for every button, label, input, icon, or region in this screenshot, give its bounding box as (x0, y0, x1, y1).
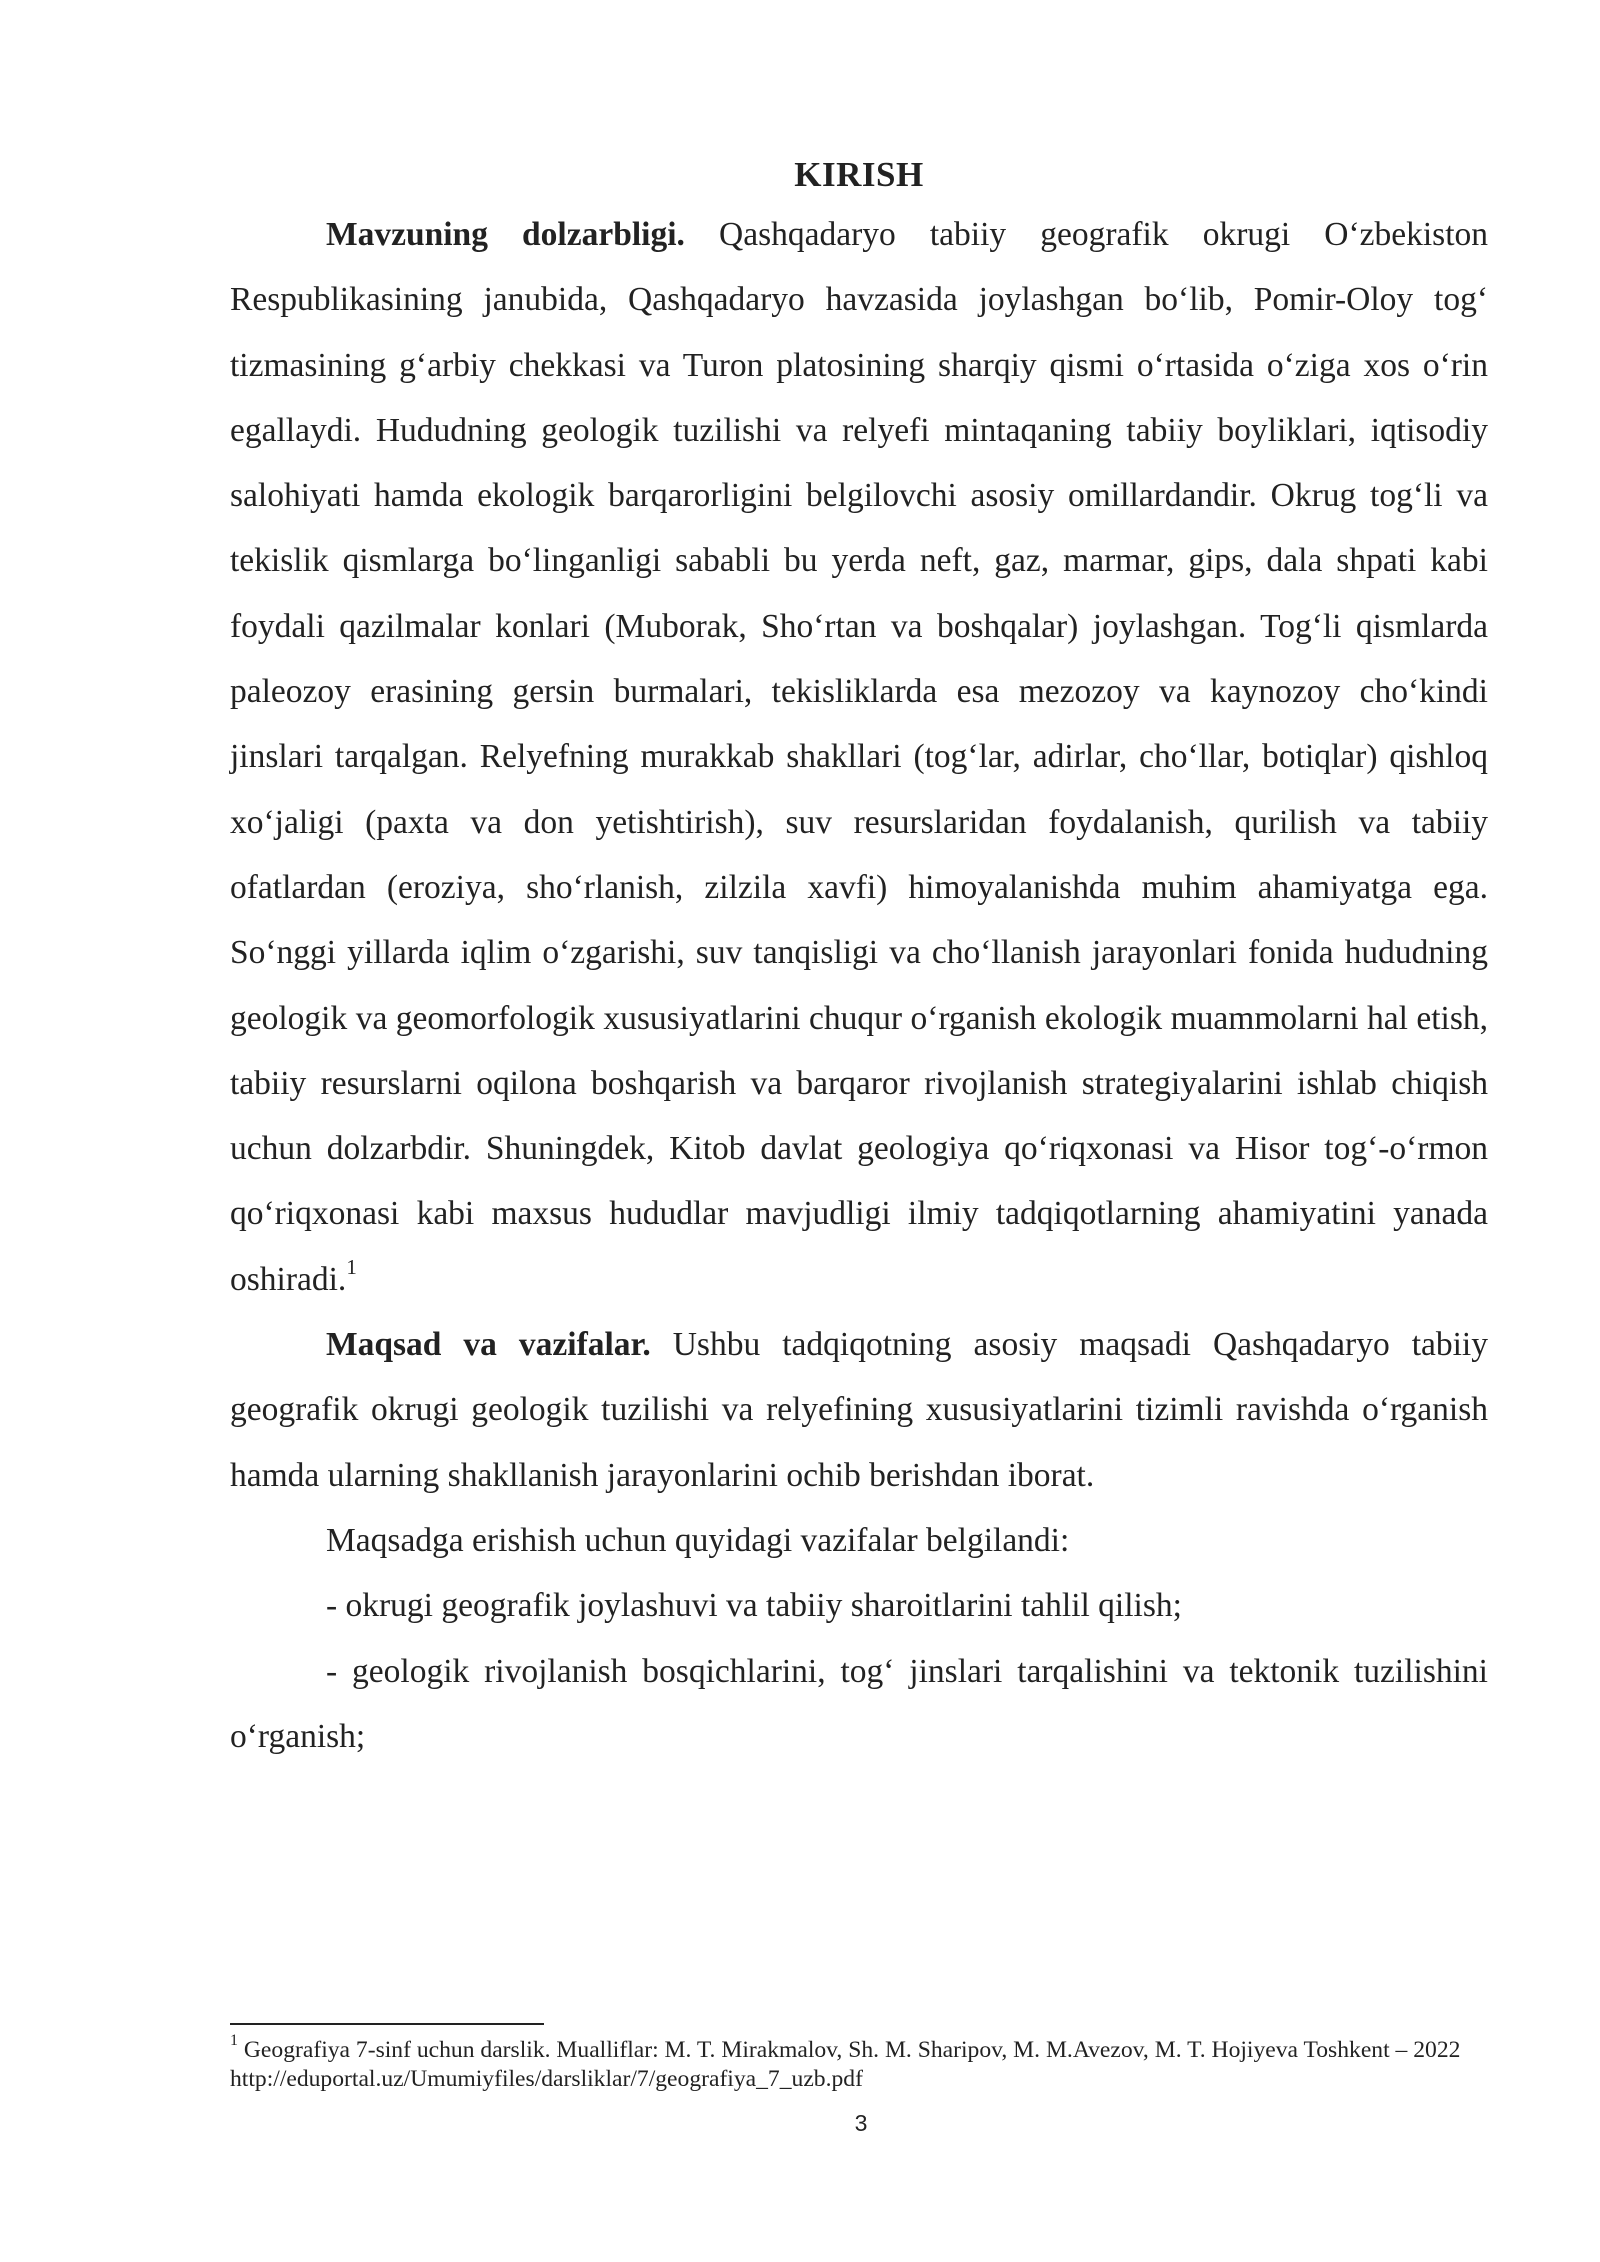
relevance-text: Qashqadaryo tabiiy geografik okrugi O‘zbekiston Respublikasining janubida, Qashqadaryo havzasida joylashgan bo‘lib, Pomir-Oloy tog‘ tizmasining g‘arbiy chekkasi va Turon platosining sharqiy qismi o‘rtasida o‘ziga xos o‘rin egallaydi. Hududning geologik tuzilishi va relyefi mintaqaning tabiiy boyliklari, iqtisodiy salohiyati hamda ekologik barqarorligini belgilovchi asosiy omillardandir. Okrug tog‘li va tekislik qismlarga bo‘linganligi sababli bu yerda neft, gaz, marmar, gips, dala shpati kabi foydali qazilmalar konlari (Muborak, Sho‘rtan va boshqalar) joylashgan. Tog‘li qismlarda paleozoy erasining gersin burmalari, tekisliklarda esa mezozoy va kaynozoy cho‘kindi jinslari tarqalgan. Relyefning murakkab shakllari (tog‘lar, adirlar, cho‘llar, botiqlar) qishloq xo‘jaligi (paxta va don yetishtirish), suv resurslaridan foydalanish, qurilish va tabiiy ofatlardan (eroziya, sho‘rlanish, zilzila xavfi) himoyalanishda muhim ahamiyatga ega. So‘nggi yillarda iqlim o‘zgarishi, suv tanqisligi va cho‘llanish jarayonlari fonida hududning geologik va geomorfologik xususiyatlarini chuqur o‘rganish ekologik muammolarni hal etish, tabiiy resurslarni oqilona boshqarish va barqaror rivojlanish strategiyalarini ishlab chiqish uchun dolzarbdir. Shuningdek, Kitob davlat geologiya qo‘riqxonasi va Hisor tog‘-o‘rmon qo‘riqxonasi kabi maxsus hududlar mavjudligi ilmiy tadqiqotlarning ahamiyatini yanada oshiradi. (230, 216, 1489, 1298)
page-body (230, 148, 1488, 1769)
footnote-text: Geografiya 7-sinf uchun darslik. Mualliflar: M. T. Mirakmalov, Sh. M. Sharipov, M. M.Avezov, M. T. Hojiyeva Toshkent – 2022 http://eduportal.uz/Umumiyfiles/darsliklar/7/geografiya_7_uzb.pdf (230, 2037, 1461, 2092)
relevance-heading: Mavzuning dolzarbligi. (326, 216, 685, 253)
footnote (230, 2032, 1488, 2094)
tasks-intro: Maqsadga erishish uchun quyidagi vazifalar belgilandi: (326, 1521, 1070, 1559)
goals-text: Ushbu tadqiqotning asosiy maqsadi Qashqadaryo tabiiy geografik okrugi geologik tuzilishi va relyefining xususiyatlarini tizimli ravishda o‘rganish hamda ularning shakllanish jarayonlarini ochib berishdan iborat. (230, 1326, 1488, 1494)
goals-paragraph (230, 1312, 1488, 1508)
task-item: - geologik rivojlanish bosqichlarini, tog‘ jinslari tarqalishini va tektonik tuzilishini o‘rganish; (230, 1652, 1488, 1755)
footnote-number: 1 (230, 2032, 238, 2050)
footnote-reference[interactable]: 1 (346, 1254, 357, 1279)
footnote-separator (230, 2023, 544, 2025)
task-item: - okrugi geografik joylashuvi va tabiiy sharoitlarini tahlil qilish; (326, 1587, 1182, 1625)
page-number: 3 (854, 2110, 868, 2136)
page-title: KIRISH (794, 155, 924, 194)
relevance-paragraph (230, 202, 1488, 1312)
goals-heading: Maqsad va vazifalar. (326, 1326, 651, 1364)
